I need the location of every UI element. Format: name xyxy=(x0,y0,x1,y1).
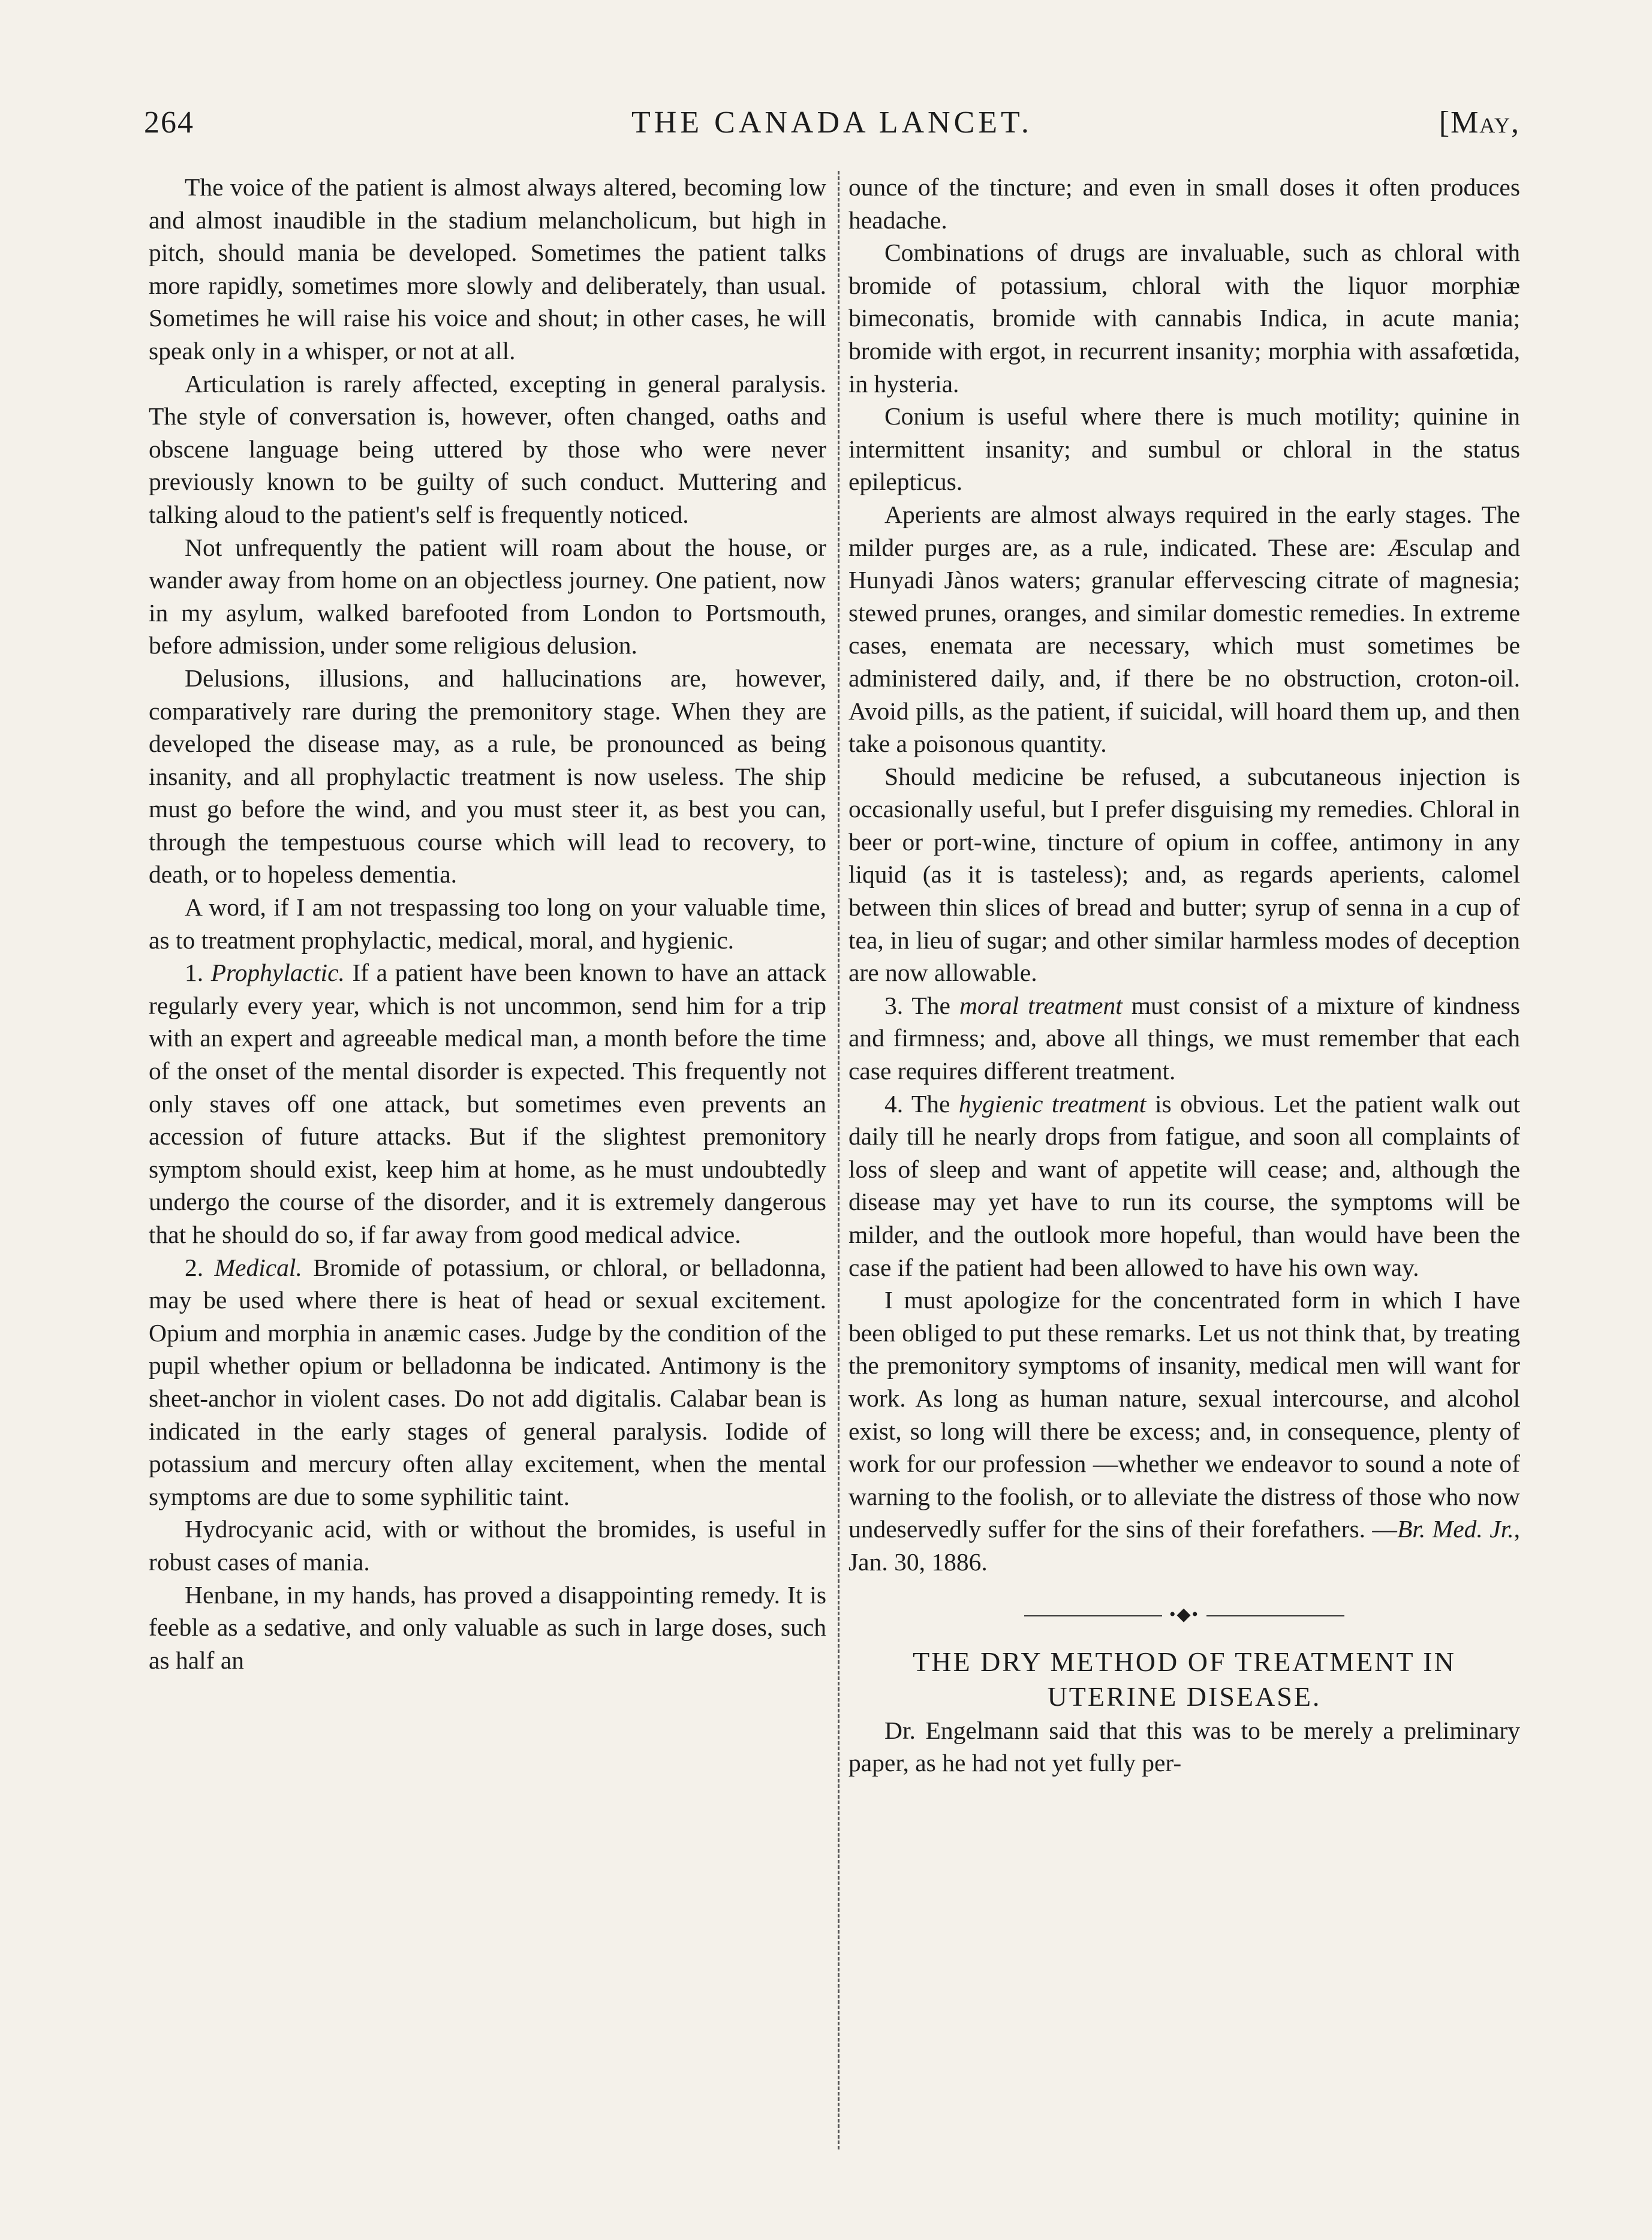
closing-text: I must apologize for the concentrated form in which I have been obliged to put these remarks. Let us not think that, by treating the premonitory symptoms of insanity, medical men will want for work. As long as human nature, sexual intercourse, and alcohol exist, so long will there be excess; and, in consequence, plenty of work for our profession —whether we endeavor to sound a note of warning to the foolish, or to alleviate the distress of those who now undeservedly suffer for the sins of their forefathers. — xyxy=(848,1286,1520,1543)
item-text: Bromide of potassium, or chloral, or belladonna, may be used where there is heat of head or sexual excitement. Opium and morphia in anæmic cases. Judge by the condition of the pupil whether opium or belladonna be indicated. Antimony is the sheet-anchor in violent cases. Do not add digitalis. Calabar bean is indicated in the early stages of general paralysis. Iodide of potassium and mercury often allay excitement, when the mental symptoms are due to some syphilitic taint. xyxy=(149,1253,826,1510)
paragraph-medical xyxy=(149,1251,826,1513)
paragraph: Henbane, in my hands, has proved a disappointing remedy. It is feeble as a sedative, and only valuable as such in large doses, such as half an xyxy=(149,1580,826,1674)
paragraph: A word, if I am not trespassing too long on your valuable time, as to treatment prophylactic, medical, moral, and hygienic. xyxy=(149,893,826,954)
paragraph: Aperients are almost always required in the early stages. The milder purges are, as a rule, indicated. These are: Æsculap and Hunyadi Jànos waters; granular effervescing citrate of magnesia; stewed prunes, oranges, and similar domestic remedies. In extreme cases, enemata are necessary, which must sometimes be administered daily, and, if there be no obstruction, croton-oil. Avoid pills, as the patient, if suicidal, will hoard them up, and then take a poisonous quantity. xyxy=(848,500,1520,758)
paragraph: Not unfrequently the patient will roam about the house, or wander away from home on an objectless journey. One patient, now in my asylum, walked barefooted from London to Portsmouth, before admission, under some religious delusion. xyxy=(149,533,826,660)
journal-title: THE CANADA LANCET. xyxy=(631,106,1033,140)
paragraph: Delusions, illusions, and hallucinations are, however, comparatively rare during the premonitory stage. When they are developed the disease may, as a rule, be pronounced as being insanity, and all prophylactic treatment is now useless. The ship must go before the wind, and you must steer it, as best you can, through the tempestuous course which will lead to recovery, to death, or to hopeless dementia. xyxy=(149,664,826,889)
item-number: 2. xyxy=(185,1253,215,1281)
paragraph: ounce of the tincture; and even in small doses it often produces headache. xyxy=(848,173,1520,234)
item-text: is obvious. Let the patient walk out daily till he nearly drops from fatigue, and soon all complaints of loss of sleep and want of appetite will cease; and, although the disease may yet have to run its course, the symptoms will be milder, and the outlook more hopeful, than would have been the case if the patient had been allowed to have his own way. xyxy=(848,1089,1520,1281)
item-label: Medical. xyxy=(214,1253,302,1281)
paragraph: The voice of the patient is almost always altered, becoming low and almost inaudible in the stadium melancholicum, but high in pitch, should mania be developed. Sometimes the patient talks more rapidly, sometimes more slowly and deliberately, than usual. Sometimes he will raise his voice and shout; in other cases, he will speak only in a whisper, or not at all. xyxy=(149,173,826,365)
item-text: If a patient have been known to have an attack regularly every year, which is not uncommon, send him for a trip with an expert and agreeable medical man, a month before the time of the onset of the mental disorder is expected. This frequently not only staves off one attack, but sometimes even prevents an accession of future attacks. But if the slightest premonitory symptom should exist, keep him at home, as he must undoubtedly undergo the course of the disorder, and it is extremely dangerous that he should do so, if far away from good medical advice. xyxy=(149,959,826,1248)
paragraph: Combinations of drugs are invaluable, such as chloral with bromide of potassium, chloral with the liquor morphiæ bimeconatis, bromide with cannabis Indica, in acute mania; bromide with ergot, in recurrent insanity; morphia with assafœtida, in hysteria. xyxy=(848,239,1520,398)
item-text: must consist of a mixture of kindness and firmness; and, above all things, we must remember that each case requires different treatment. xyxy=(848,991,1520,1085)
paragraph: Articulation is rarely affected, excepting in general paralysis. The style of conversation is, however, often changed, oaths and obscene language being uttered by those who were never previously known to be guilty of such conduct. Muttering and talking aloud to the patient's self is frequently noticed. xyxy=(149,369,826,528)
right-column xyxy=(848,171,1520,2161)
item-number: 3. The xyxy=(884,991,960,1019)
item-label: hygienic treatment xyxy=(958,1089,1147,1118)
paragraph: Should medicine be refused, a subcutaneous injection is occasionally useful, but I prefer disguising my remedies. Chloral in beer or port-wine, tincture of opium in coffee, antimony in any liquid (as it is tasteless); and, as regards aperients, calomel between thin slices of bread and butter; syrup of senna in a cup of tea, in lieu of sugar; and other similar harmless modes of deception are now allowable. xyxy=(848,762,1520,987)
left-column xyxy=(149,171,826,2161)
citation-date: , Jan. 30, 1886. xyxy=(848,1515,1520,1576)
section-title: THE DRY METHOD OF TREATMENT IN UTERINE DISEASE. xyxy=(913,1646,1456,1712)
column-divider xyxy=(838,171,839,2149)
page-number: 264 xyxy=(144,106,194,140)
item-label: Prophylactic. xyxy=(210,959,345,987)
paragraph-hygienic xyxy=(848,1088,1520,1284)
section-separator xyxy=(848,1603,1520,1627)
item-number: 1. xyxy=(185,959,211,987)
running-header xyxy=(144,105,1520,153)
issue-month: [May, xyxy=(1439,106,1520,140)
citation-source: Br. Med. Jr. xyxy=(1397,1515,1514,1543)
item-label: moral treatment xyxy=(959,991,1123,1019)
paragraph: Hydrocyanic acid, with or without the bromides, is useful in robust cases of mania. xyxy=(149,1515,826,1576)
paragraph-moral xyxy=(848,989,1520,1088)
paragraph-closing xyxy=(848,1284,1520,1578)
item-number: 4. The xyxy=(884,1089,959,1118)
paragraph: Dr. Engelmann said that this was to be merely a preliminary paper, as he had not yet fully per- xyxy=(848,1716,1520,1777)
separator-ornament: •◆• xyxy=(1169,1604,1200,1624)
paragraph: Conium is useful where there is much motility; quinine in intermittent insanity; and sumbul or chloral in the status epilepticus. xyxy=(848,402,1520,496)
paragraph-prophylactic xyxy=(149,956,826,1251)
